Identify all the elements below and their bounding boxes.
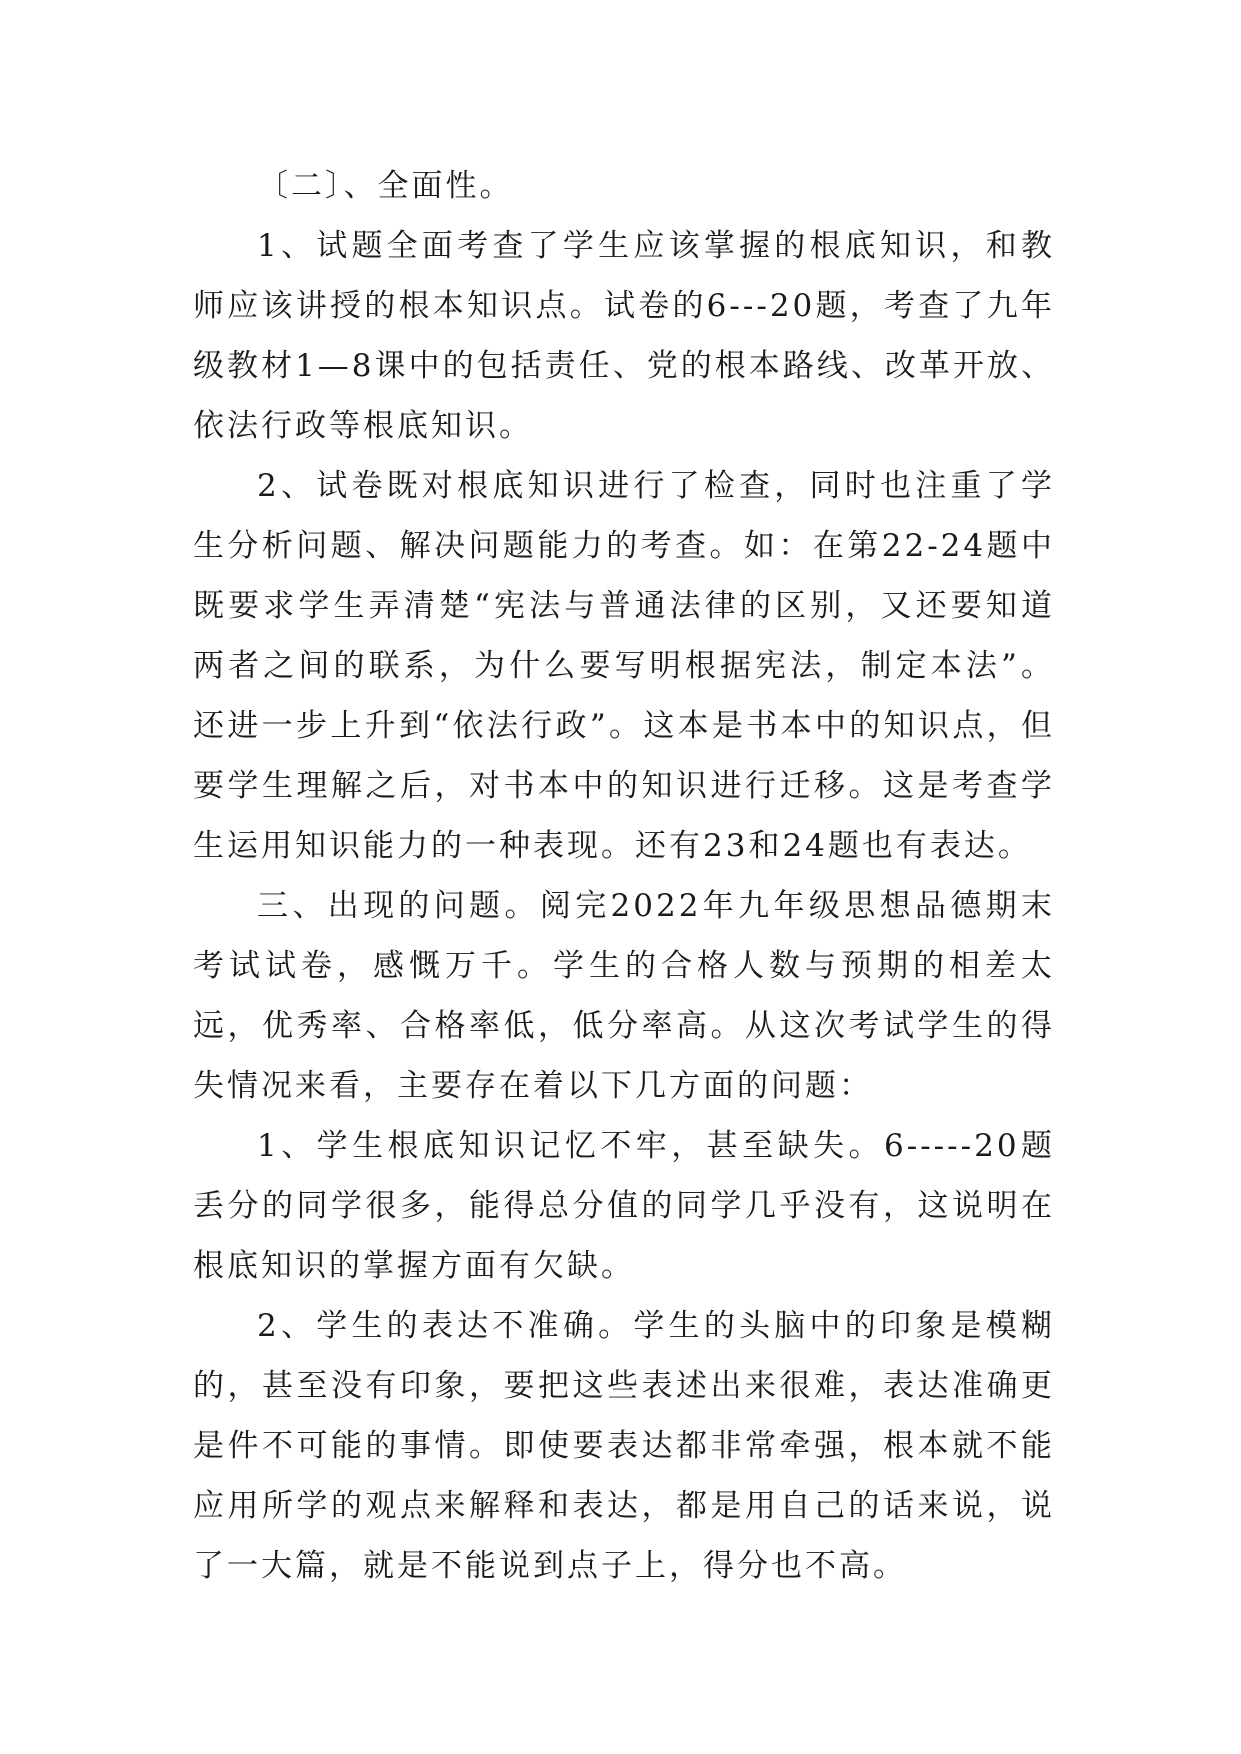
paragraph-memory-weakness: 1、学生根底知识记忆不牢，甚至缺失。6-----20题丢分的同学很多，能得总分值的同学几乎没有，这说明在根底知识的掌握方面有欠缺。 [193,1128,1055,1284]
paragraph-expression-inaccuracy: 2、学生的表达不准确。学生的头脑中的印象是模糊的，甚至没有印象，要把这些表述出来很难，表达准确更是件不可能的事情。即使要表达都非常牵强，根本就不能应用所学的观点来解释和表达，都是用自己的话来说，说了一大篇，就是不能说到点子上，得分也不高。 [193,1308,1055,1584]
paragraph-ability-assessment: 2、试卷既对根底知识进行了检查，同时也注重了学生分析问题、解决问题能力的考查。如：在第22-24题中既要求学生弄清楚“宪法与普通法律的区别，又还要知道两者之间的联系，为什么要写明根据宪法，制定本法”。还进一步上升到“依法行政”。这本是书本中的知识点，但要学生理解之后，对书本中的知识进行迁移。这是考查学生运用知识能力的一种表现。还有23和24题也有表达。 [193,468,1055,864]
paragraph-problems-overview: 三、出现的问题。阅完2022年九年级思想品德期末考试试卷，感慨万千。学生的合格人数与预期的相差太远，优秀率、合格率低，低分率高。从这次考试学生的得失情况来看，主要存在着以下几方面的问题： [193,888,1055,1104]
paragraph-basic-knowledge: 1、试题全面考查了学生应该掌握的根底知识，和教师应该讲授的根本知识点。试卷的6---20题，考查了九年级教材1—8课中的包括责任、党的根本路线、改革开放、依法行政等根底知识。 [193,228,1055,444]
document-body [193,156,1055,1596]
section-heading-comprehensiveness: 〔二〕、全面性。 [257,168,514,204]
